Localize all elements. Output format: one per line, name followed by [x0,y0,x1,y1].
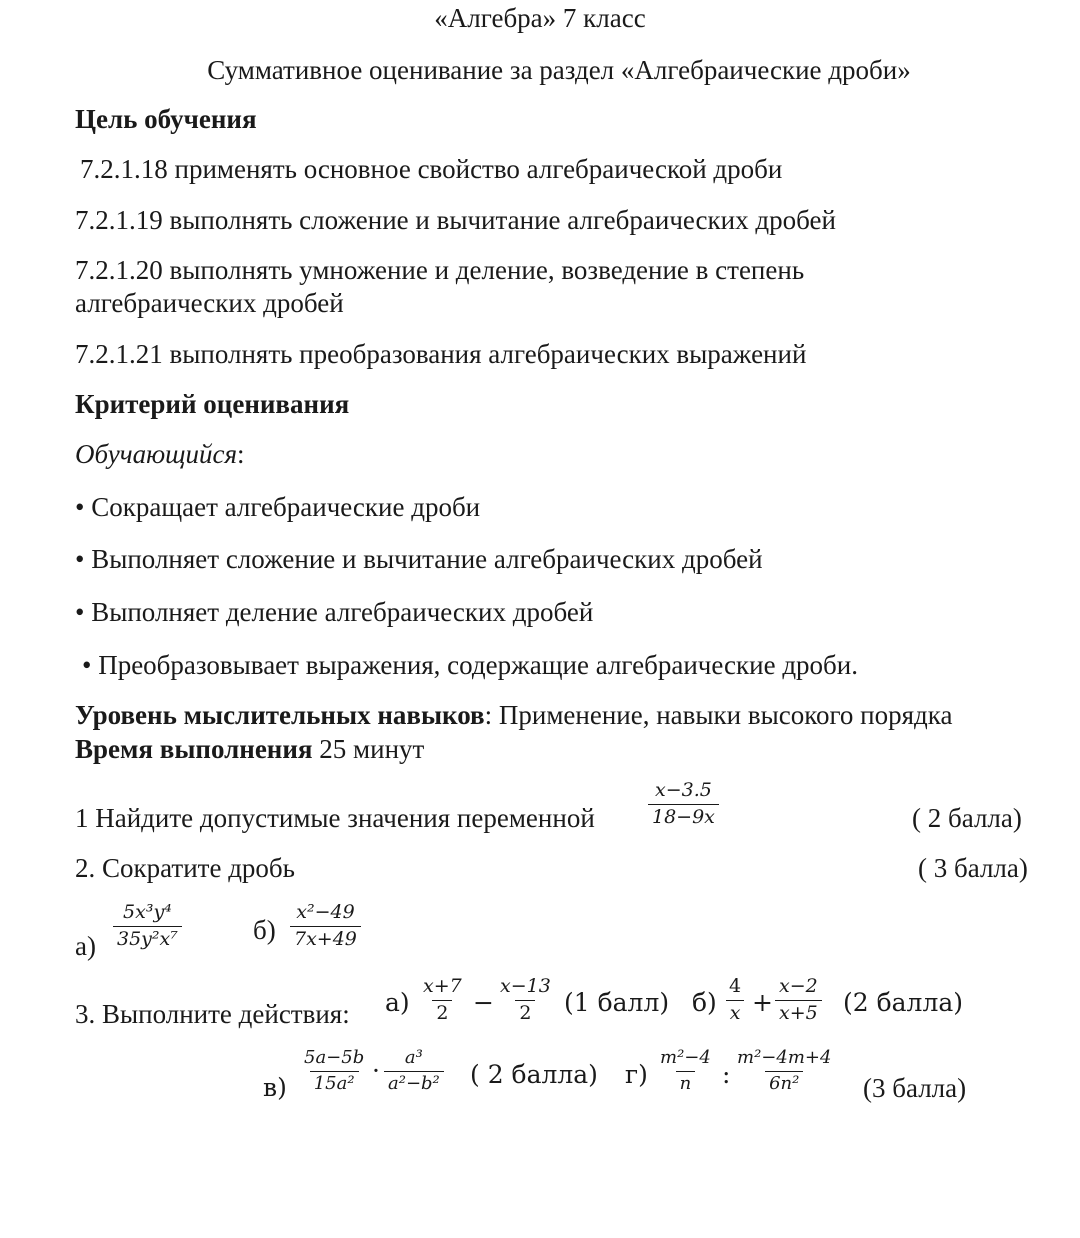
task3-v-operator: · [372,1056,380,1085]
criteria-bullet: • Сокращает алгебраические дроби [75,492,481,522]
skills-line [75,699,952,731]
task2-points: ( 3 балла) [918,853,1028,883]
task3-v2-numerator: a³ [404,1047,423,1068]
goal-item: 7.2.1.21 выполнять преобразования алгебраических выражений [75,339,807,369]
task3-v2-fraction [384,1049,444,1094]
task3-b2-fraction [775,977,822,1024]
task2-b-numerator: x²−49 [296,901,355,923]
criteria-bullet: • Преобразовывает выражения, содержащие алгебраические дроби. [82,650,858,680]
time-line [75,733,424,765]
task1-fraction [648,781,719,828]
task2-text: 2. Сократите дробь [75,853,295,883]
task1-denominator: 18−9x [648,804,719,828]
task3-v1-fraction [300,1049,368,1094]
learner-label [75,438,245,470]
task3-g1-numerator: m²−4 [660,1047,711,1068]
course-title: «Алгебра» 7 класс [434,3,646,33]
task2-b-fraction [290,903,361,950]
task3-a2-fraction [496,977,555,1024]
goal-item-continuation: алгебраических дробей [75,288,344,318]
task3-a2-denominator: 2 [515,1000,535,1024]
task3-v1-numerator: 5a−5b [304,1047,365,1068]
time-label: Время выполнения [75,734,313,764]
task1-text: 1 Найдите допустимые значения переменной [75,803,595,833]
task3-b1-denominator: x [726,1000,745,1024]
task3-g2-fraction [733,1049,835,1094]
task3-a1-numerator: x+7 [423,975,462,997]
goal-item: 7.2.1.18 применять основное свойство алгебраической дроби [80,154,783,184]
task3-v-points: ( 2 балла) [470,1060,598,1089]
task3-v2-denominator: a²−b² [384,1071,444,1094]
skills-label: Уровень мыслительных навыков [75,700,485,730]
task2-a-numerator: 5x³y⁴ [123,901,172,923]
task2-a-label: а) [75,931,96,961]
task3-v1-denominator: 15a² [310,1071,359,1094]
task1-points: ( 2 балла) [912,803,1022,833]
task3-a-points: (1 балл) [564,988,670,1017]
task3-a1-fraction [419,977,466,1024]
criteria-heading: Критерий оценивания [75,389,350,419]
task3-b-operator: + [752,988,773,1017]
criteria-bullet: • Выполняет деление алгебраических дробей [75,597,594,627]
task3-b2-denominator: x+5 [775,1000,822,1024]
task2-a-denominator: 35y²x⁷ [113,926,182,950]
task3-b-points: (2 балла) [843,988,963,1017]
task3-text: 3. Выполните действия: [75,999,350,1029]
task3-g-label: г) [625,1060,648,1089]
task3-a-label: а) [385,988,410,1017]
task3-b1-fraction [725,977,745,1024]
task3-v-label: в) [263,1073,287,1102]
task2-b-label: б) [253,915,276,945]
skills-value: : Применение, навыки высокого порядка [484,700,953,730]
task3-b-label: б) [692,988,717,1017]
task3-g2-denominator: 6n² [765,1071,803,1094]
time-value: 25 минут [312,734,425,764]
document-subtitle: Суммативное оценивание за раздел «Алгебраические дроби» [207,55,911,85]
task3-b2-numerator: x−2 [779,975,818,997]
goal-item: 7.2.1.19 выполнять сложение и вычитание алгебраических дробей [75,205,836,235]
task2-b-denominator: 7x+49 [290,926,361,950]
learner-word: Обучающийся [75,439,238,469]
criteria-bullet: • Выполняет сложение и вычитание алгебраических дробей [75,544,763,574]
task3-a-operator: − [473,988,494,1017]
task2-a-fraction [113,903,182,950]
task3-a1-denominator: 2 [432,1000,452,1024]
task1-numerator: x−3.5 [655,779,712,801]
learner-colon: : [237,439,245,469]
task3-b1-numerator: 4 [729,975,742,997]
goals-heading: Цель обучения [75,104,257,134]
task3-a2-numerator: x−13 [500,975,551,997]
task3-g2-numerator: m²−4m+4 [737,1047,832,1068]
task3-g1-fraction [656,1049,715,1094]
task3-g-operator: : [722,1060,731,1089]
goal-item: 7.2.1.20 выполнять умножение и деление, возведение в степень [75,255,805,285]
task3-g1-denominator: n [676,1071,696,1094]
task3-g-points: (3 балла) [863,1073,967,1103]
